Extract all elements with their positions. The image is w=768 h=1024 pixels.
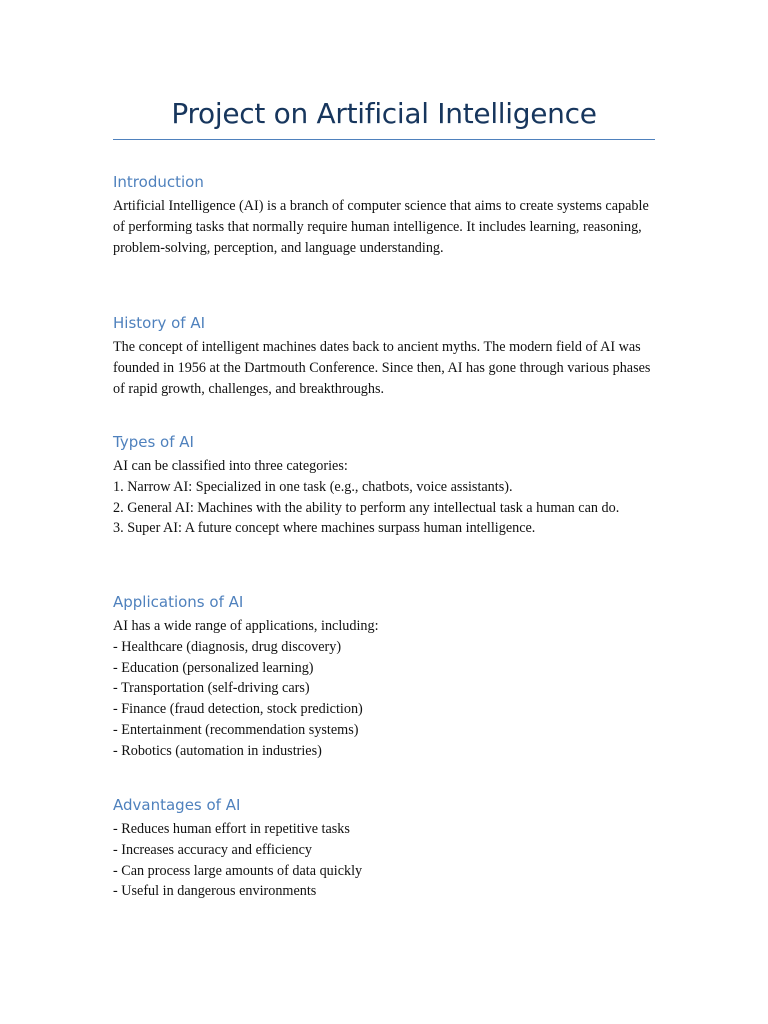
section-introduction: [113, 172, 655, 258]
section-history: [113, 313, 655, 399]
applications-list-item: - Healthcare (diagnosis, drug discovery): [113, 638, 342, 655]
applications-list-item: - Transportation (self-driving cars): [113, 680, 310, 697]
document-title: Project on Artificial Intelligence: [171, 97, 597, 130]
title-underline-rule: [113, 139, 655, 140]
section-heading-applications: Applications of AI: [113, 593, 244, 611]
history-paragraph: The concept of intelligent machines dates back to ancient myths. The modern field of AI was founded in 1956 at the Dartmouth Conference. Since then, AI has gone through various phases of rapid growth, challenges, and breakthroughs.: [113, 339, 651, 397]
applications-list-item: - Entertainment (recommendation systems): [113, 721, 359, 738]
applications-intro-line: AI has a wide range of applications, including:: [113, 618, 379, 634]
section-advantages: [113, 795, 655, 902]
advantages-list-item: - Can process large amounts of data quickly: [113, 862, 363, 879]
types-list-item: 3. Super AI: A future concept where machines surpass human intelligence.: [113, 520, 536, 537]
section-heading-advantages: Advantages of AI: [113, 796, 241, 814]
applications-list-item: - Robotics (automation in industries): [113, 742, 322, 759]
section-types: [113, 432, 655, 539]
section-heading-types: Types of AI: [113, 433, 194, 451]
introduction-paragraph: Artificial Intelligence (AI) is a branch of computer science that aims to create systems capable of performing tasks that normally require human intelligence. It includes learning, reasoning, problem-solving, perception, and language understanding.: [113, 198, 649, 256]
applications-list-item: - Education (personalized learning): [113, 659, 314, 676]
types-list-item: 1. Narrow AI: Specialized in one task (e.g., chatbots, voice assistants).: [113, 478, 513, 495]
section-heading-introduction: Introduction: [113, 173, 204, 191]
advantages-list-item: - Reduces human effort in repetitive tasks: [113, 821, 350, 837]
section-heading-history: History of AI: [113, 314, 206, 332]
applications-list-item: - Finance (fraud detection, stock prediction): [113, 701, 363, 718]
types-intro-line: AI can be classified into three categories:: [113, 458, 348, 474]
types-list-item: 2. General AI: Machines with the ability to perform any intellectual task a human can do.: [113, 499, 620, 516]
section-applications: [113, 592, 655, 762]
advantages-list-item: - Useful in dangerous environments: [113, 883, 317, 900]
advantages-list-item: - Increases accuracy and efficiency: [113, 841, 313, 858]
